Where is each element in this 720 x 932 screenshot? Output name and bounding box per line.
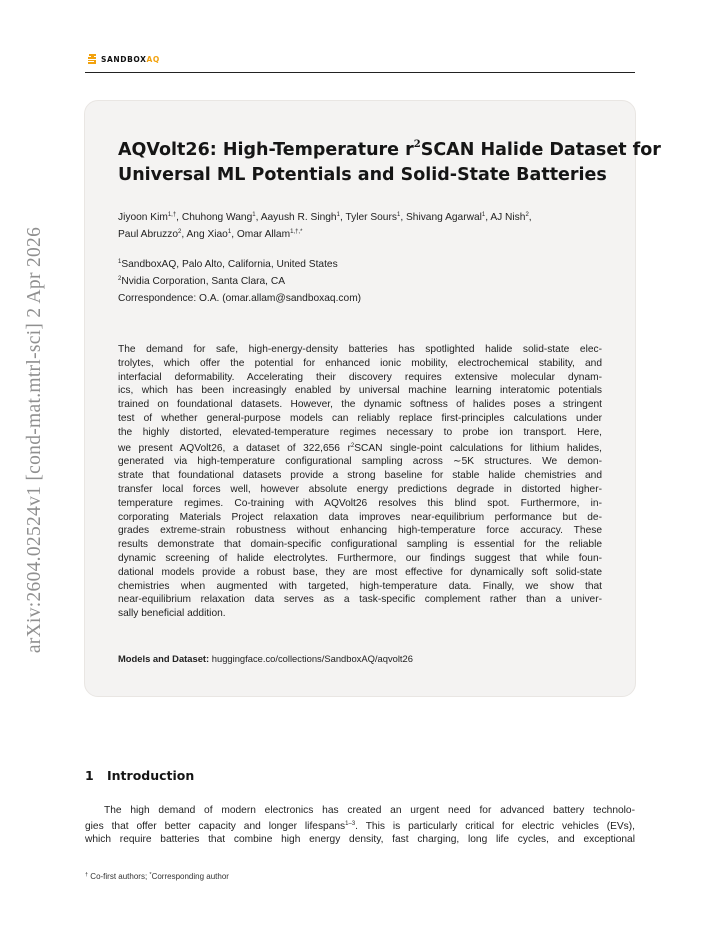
abstract-line: grades extreme-strain robustness without enhancing high-temperature force accuracy. These bbox=[118, 525, 602, 537]
author-name: Jiyoon Kim bbox=[118, 212, 168, 223]
abstract-line: chemistries when augmented with targeted, high-temperature data. Finally, we show that bbox=[118, 580, 602, 592]
models-link[interactable]: huggingface.co/collections/SandboxAQ/aqvolt26 bbox=[211, 653, 413, 664]
arxiv-identifier-text: arXiv:2604.02524v1 [cond-mat.mtrl-sci] 2 Apr 2026 bbox=[24, 226, 46, 654]
title-part-2: SCAN Halide Dataset for bbox=[420, 140, 661, 160]
intro-text-part: The high demand of modern electronics has created an urgent need for advanced battery technolo- bbox=[104, 805, 635, 816]
footnote-asterisk: * bbox=[149, 872, 152, 878]
author-name: AJ Nish bbox=[490, 212, 526, 223]
author-separator: , bbox=[485, 212, 491, 223]
section-title: Introduction bbox=[107, 768, 195, 783]
author-separator: , bbox=[231, 229, 237, 240]
section-number: 1 bbox=[85, 768, 94, 783]
title-superscript: 2 bbox=[413, 139, 421, 150]
author-name: Shivang Agarwal bbox=[405, 212, 482, 223]
abstract-line: trained on foundational datasets. However, the dynamic softness of halides poses a stringent bbox=[118, 399, 602, 411]
models-label: Models and Dataset: bbox=[118, 653, 210, 664]
arxiv-identifier-stamp bbox=[22, 212, 48, 668]
abstract-superscript: 2 bbox=[350, 442, 355, 449]
abstract-line: dational models provide a robust base, they are most effective for dynamically soft solid-state bbox=[118, 566, 602, 578]
author-affiliation-mark: 1 bbox=[336, 212, 340, 218]
author-separator: , bbox=[181, 229, 187, 240]
logo-wordmark bbox=[101, 55, 160, 64]
logo-suffix: AQ bbox=[146, 54, 160, 64]
intro-line bbox=[85, 818, 635, 834]
sandboxaq-logo bbox=[87, 53, 160, 65]
author-separator: , bbox=[176, 212, 182, 223]
author-name: Aayush R. Singh bbox=[260, 212, 337, 223]
abstract-body bbox=[118, 343, 602, 621]
author-affiliation-mark: 2 bbox=[525, 212, 529, 218]
abstract-line: ics, which has been increasingly enabled by universal machine learning interatomic potentials bbox=[118, 385, 602, 397]
abstract-text-part: SCAN single-point calculations for lithium halides, bbox=[354, 442, 602, 454]
author-affiliation-mark: 1 bbox=[252, 212, 256, 218]
author-line bbox=[118, 225, 618, 242]
author-affiliation-mark: 1 bbox=[396, 212, 401, 218]
abstract-line bbox=[118, 440, 602, 456]
footnote bbox=[85, 872, 229, 881]
author-separator: , bbox=[400, 212, 406, 223]
author-affiliation-mark: 2 bbox=[178, 229, 182, 235]
intro-line bbox=[85, 833, 635, 847]
page-header bbox=[85, 50, 635, 73]
abstract-line: near-equilibrium relaxation data serves as a task-specific complement rather than a univer- bbox=[118, 594, 602, 606]
author-separator: , bbox=[528, 212, 532, 223]
correspondence-line: Correspondence: O.A. (omar.allam@sandboxaq.com) bbox=[118, 293, 362, 304]
footnote-text-2: Corresponding author bbox=[151, 872, 229, 881]
abstract-line: sally beneficial addition. bbox=[118, 608, 226, 620]
abstract-line: dynamic screening of halide electrolytes. Furthermore, our findings suggest that while foun- bbox=[118, 552, 602, 564]
paper-title bbox=[118, 132, 661, 188]
title-line-2: Universal ML Potentials and Solid-State Batteries bbox=[118, 165, 607, 185]
author-list bbox=[118, 208, 618, 242]
affiliation-line bbox=[118, 272, 618, 289]
author-name: Chuhong Wang bbox=[181, 212, 253, 223]
intro-line bbox=[85, 804, 635, 818]
author-name: Tyler Sours bbox=[345, 212, 397, 223]
author-name: Omar Allam bbox=[236, 229, 291, 240]
author-line bbox=[118, 208, 618, 225]
abstract-line: interfacial deformability. Accelerating their discovery requires extensive molecular dynam- bbox=[118, 371, 602, 383]
intro-text-part: which require batteries that combine high energy density, fast charging, long life cycles, and exceptional bbox=[85, 834, 635, 846]
abstract-line: test of whether general-purpose models can reliably replace first-principles calculations under bbox=[118, 412, 602, 424]
intro-text-part: . This is particularly critical for electric vehicles (EVs), bbox=[355, 820, 635, 832]
abstract-line: the highly distorted, elevated-temperature regimes necessary to probe ion transport. Here, bbox=[118, 426, 602, 438]
author-affiliation-mark: 1,† bbox=[167, 212, 177, 218]
affiliation-text: SandboxAQ, Palo Alto, California, United States bbox=[121, 259, 338, 270]
abstract-line: strate that foundational datasets provide a strong baseline for stable halide chemistries and bbox=[118, 470, 602, 482]
author-affiliation-mark: 1,†,* bbox=[290, 229, 303, 235]
author-separator: , bbox=[255, 212, 261, 223]
abstract-line: transfer local forces well, however absolute energy predictions degrade in distorted higher- bbox=[118, 483, 602, 495]
abstract-text-part: we present AQVolt26, a dataset of 322,656 r bbox=[118, 442, 351, 454]
author-name: Paul Abruzzo bbox=[118, 229, 179, 240]
section-heading bbox=[85, 768, 194, 783]
affiliation-list bbox=[118, 255, 618, 289]
affiliation-mark: 2 bbox=[118, 276, 122, 282]
affiliation-text: Nvidia Corporation, Santa Clara, CA bbox=[121, 276, 285, 287]
abstract-line: The demand for safe, high-energy-density batteries has spotlighted halide solid-state elec- bbox=[118, 344, 602, 355]
introduction-body bbox=[85, 804, 635, 847]
author-separator: , bbox=[339, 212, 346, 223]
affiliation-line bbox=[118, 255, 618, 272]
abstract-line: generated via high-temperature configurational sampling across ∼5K structures. We demon- bbox=[118, 456, 602, 468]
logo-name: SANDBOX bbox=[101, 54, 147, 64]
title-line-1 bbox=[118, 132, 661, 163]
sandboxaq-logo-icon bbox=[87, 53, 97, 65]
citation-mark: 1–3 bbox=[345, 820, 356, 827]
intro-text-part: gies that offer better capacity and longer lifespans bbox=[85, 820, 346, 832]
abstract-line: results demonstrate that domain-specific configurational sampling is essential for the reliable bbox=[118, 539, 602, 551]
abstract-line: trolytes, which offer the potential for enhanced ionic mobility, electrochemical stability, and bbox=[118, 357, 602, 369]
author-affiliation-mark: 1 bbox=[227, 229, 232, 235]
author-affiliation-mark: 1 bbox=[481, 212, 486, 218]
affiliation-mark: 1 bbox=[118, 259, 122, 265]
footnote-text-1: Co-first authors; bbox=[88, 872, 150, 881]
footnote-dagger: † bbox=[85, 872, 89, 878]
abstract-line: temperature regimes. Co-training with AQVolt26 resolves this blind spot. Furthermore, in- bbox=[118, 497, 602, 509]
author-name: Ang Xiao bbox=[186, 229, 228, 240]
abstract-line: corporating Materials Project relaxation data improves near-equilibrium performance but de- bbox=[118, 511, 602, 523]
models-dataset-line bbox=[118, 652, 602, 665]
title-part-1: AQVolt26: High-Temperature r bbox=[118, 140, 414, 160]
